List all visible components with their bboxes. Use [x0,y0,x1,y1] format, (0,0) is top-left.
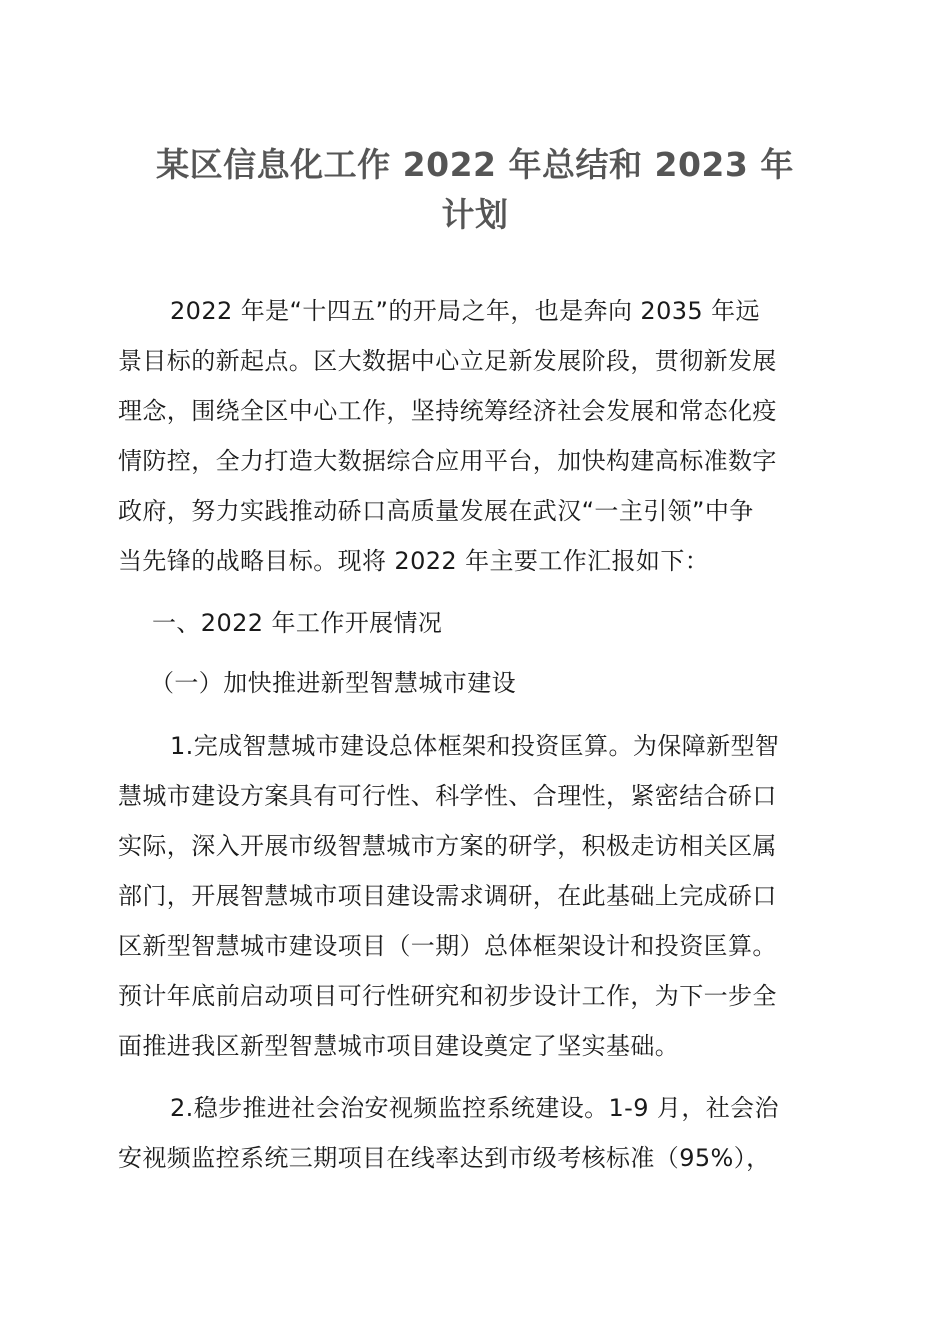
paragraph-1-line-5: 政府，努力实践推动硚口高质量发展在武汉“一主引领”中争 [118,497,754,525]
paragraph-2-line-7: 面推进我区新型智慧城市项目建设奠定了坚实基础。 [118,1032,680,1060]
paragraph-2-line-3: 实际，深入开展市级智慧城市方案的研学，积极走访相关区属 [118,832,777,860]
paragraph-2-line-4: 部门，开展智慧城市项目建设需求调研，在此基础上完成硚口 [118,882,777,910]
paragraph-1-line-2: 景目标的新起点。区大数据中心立足新发展阶段，贯彻新发展 [118,347,777,375]
paragraph-1-line-3: 理念，围绕全区中心工作，坚持统筹经济社会发展和常态化疫 [118,397,777,425]
paragraph-2-line-2: 慧城市建设方案具有可行性、科学性、合理性，紧密结合硚口 [118,782,777,810]
document-title-line-2: 计划 [441,195,509,234]
paragraph-2-line-5: 区新型智慧城市建设项目（一期）总体框架设计和投资匡算。 [118,932,777,960]
paragraph-3-line-2: 安视频监控系统三期项目在线率达到市级考核标准（95%）， [118,1144,771,1172]
document-title-line-1: 某区信息化工作 2022 年总结和 2023 年 [156,145,794,184]
paragraph-2-line-6: 预计年底前启动项目可行性研究和初步设计工作，为下一步全 [118,982,777,1010]
paragraph-1-line-1: 2022 年是“十四五”的开局之年，也是奔向 2035 年远 [170,297,760,325]
section-heading: 一、2022 年工作开展情况 [152,609,443,637]
paragraph-3-line-1: 2.稳步推进社会治安视频监控系统建设。1-9 月，社会治 [170,1094,779,1122]
subsection-heading: （一）加快推进新型智慧城市建设 [150,669,516,697]
paragraph-2-line-1: 1.完成智慧城市建设总体框架和投资匡算。为保障新型智 [170,732,780,760]
paragraph-1-line-4: 情防控，全力打造大数据综合应用平台，加快构建高标准数字 [118,447,777,475]
paragraph-1-line-6: 当先锋的战略目标。现将 2022 年主要工作汇报如下： [118,547,710,575]
